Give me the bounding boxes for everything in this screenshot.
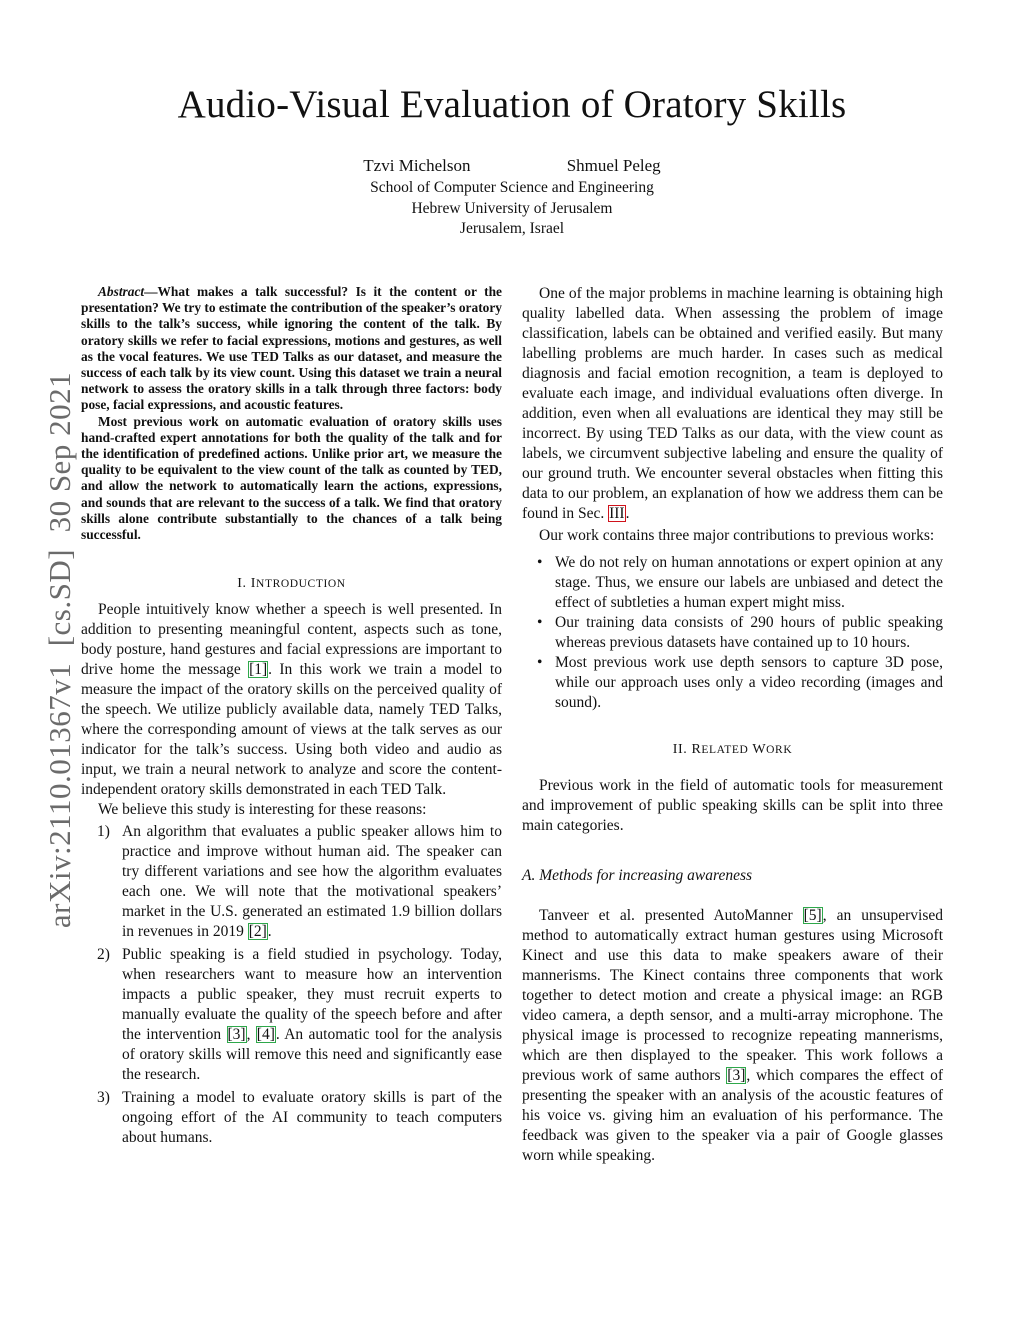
- list-item: • We do not rely on human annotations or expert opinion at any stage. Thus, we ensure our labels are unbiased and detect the effect of subtleties a human expert might miss.: [537, 554, 943, 611]
- subsection-heading: A. Methods for increasing awareness: [522, 867, 753, 884]
- bullet-icon: •: [537, 614, 543, 631]
- right-column: [522, 284, 943, 1166]
- body-paragraph: We believe this study is interesting for these reasons:: [98, 801, 427, 819]
- abstract-keyword: Abstract: [98, 284, 145, 299]
- body-paragraph: Previous work in the field of automatic tools for measurement and improvement of public speaking skills can be split into three main categories.: [522, 777, 943, 834]
- citation-link[interactable]: [1]: [249, 661, 268, 679]
- section-heading-introduction: I. INTRODUCTION: [237, 576, 346, 592]
- left-column: [81, 284, 502, 1151]
- abstract: [81, 284, 502, 543]
- author-name: Tzvi Michelson: [363, 156, 471, 175]
- affiliation-line: Jerusalem, Israel: [459, 220, 565, 237]
- citation-link[interactable]: [3]: [727, 1067, 746, 1084]
- author-name: Shmuel Peleg: [566, 156, 661, 175]
- introduction-body: [81, 600, 502, 820]
- affiliation-line: Hebrew University of Jerusalem: [411, 199, 613, 217]
- list-item: 2) Public speaking is a field studied in psychology. Today, when researchers want to measure how an intervention impacts a public speaker, they must recruit experts to manually evaluate the quality of the speech before and after the intervention [3], [4]. An automatic tool for the analysis of oratory skills will remove this need and significantly ease the research.: [97, 946, 503, 1084]
- citation-link[interactable]: [4]: [256, 1026, 275, 1044]
- body-paragraph: One of the major problems in machine learning is obtaining high quality labelled data. When assessing the problem of image classification, labels can be obtained and verified easily. But many labelling problems are much harder. In cases such as medical diagnosis and facial emotion recognition, a team is deployed to evaluate each image, and individual evaluations often diverge. In addition, even when all evaluations are identical they may still be incorrect. By using TED Talks as our data, with the view count as labels, we circumvent subjective labeling and ensure the quality of our ground truth. We encounter several obstacles when fitting this data to our problem, an explanation of how we address them can be found in Sec. III.: [522, 285, 943, 522]
- list-item: 1) An algorithm that evaluates a public speaker allows him to practice and improve without human aid. The speaker can try different variations and see how the algorithm evaluates each one. We will note that the motivational speakers’ market in the U.S. generated an estimated 1.9 billion dollars in revenues in 2019 [2].: [97, 823, 502, 941]
- contributions-list: [522, 553, 943, 713]
- citation-link[interactable]: [2]: [248, 923, 267, 941]
- arxiv-identifier: arXiv:2110.01367v1 [cs.SD] 30 Sep 2021: [42, 371, 77, 929]
- list-item: 3) Training a model to evaluate oratory skills is part of the ongoing effort of the AI community to teach computers about humans.: [97, 1089, 502, 1147]
- affiliation-block: [0, 178, 1024, 240]
- bullet-icon: •: [537, 554, 543, 571]
- body-paragraph: Tanveer et al. presented AutoManner [5], an unsupervised method to automatically extract human gestures using Microsoft Kinect and use this data to make speakers aware of their mannerisms. The Kinect contains three components that work together to detect motion and create a physical image: an RGB video camera, a depth sensor, and a multi-array microphone. The physical image is processed to recognize repeating mannerisms, which are then displayed to the speaker. This work follows a previous work of same authors [3], which compares the effect of presenting the speaker with an analysis of the acoustic features of his voice vs. giving him an evaluation of his performance. The feedback was given to the speaker via a pair of Google glasses worn while speaking.: [522, 907, 944, 1164]
- list-item: • Most previous work use depth sensors to capture 3D pose, while our approach uses only a video recording (images and sound).: [537, 654, 943, 711]
- affiliation-line: School of Computer Science and Engineering: [370, 179, 654, 196]
- paper-title: Audio-Visual Evaluation of Oratory Skills: [177, 83, 847, 126]
- body-paragraph: People intuitively know whether a speech is well presented. In addition to presenting meaningful content, aspects such as tone, body posture, hand gestures and facial expressions are important to drive home the message [1]. In this work we train a model to measure the impact of the oratory skills on the perceived quality of the speech. We utilize publicly available data, namely TED Talks, where the corresponding amount of views at the talk serves as our indicator for the talk’s success. Using both video and audio as input, we train a neural network to analyze and score the content-independent oratory skills demonstrated in each TED Talk.: [81, 601, 502, 799]
- abstract-paragraph: Most previous work on automatic evaluation of oratory skills uses hand-crafted expert annotations for both the quality of the talk and for the identification of predefined actions. Unlike prior art, we measure the quality to be equivalent to the view count of the talk as counted by TED, and allow the network to automatically learn the actions, expressions, and sounds that are relevant to the success of a talk. We find that oratory skills alone contribute substantially to the chances of a talk being successful.: [81, 413, 502, 543]
- reasons-list: [81, 822, 502, 1148]
- citation-link[interactable]: [5]: [803, 907, 822, 924]
- section-heading-related-work: II. RELATED WORK: [672, 742, 793, 757]
- section-reference-link[interactable]: III: [609, 505, 625, 522]
- citation-link[interactable]: [3]: [227, 1026, 246, 1044]
- abstract-paragraph: Abstract—What makes a talk successful? Is it the content or the presentation? We try to estimate the contribution of the speaker’s oratory skills to the talk’s success, while ignoring the content of the talk. By oratory skills we refer to facial expressions, motions and gestures, as well as the vocal features. We use TED Talks as our dataset, and measure the success of each talk by its view count. Using this dataset we train a neural network to assess the oratory skills in a talk through three factors: body pose, facial expressions, and acoustic features.: [81, 284, 502, 413]
- body-paragraph: Our work contains three major contributions to previous works:: [539, 527, 935, 544]
- author-list: [0, 156, 1024, 176]
- bullet-icon: •: [537, 654, 543, 671]
- list-item: • Our training data consists of 290 hours of public speaking whereas previous datasets have contained up to 10 hours.: [537, 614, 943, 651]
